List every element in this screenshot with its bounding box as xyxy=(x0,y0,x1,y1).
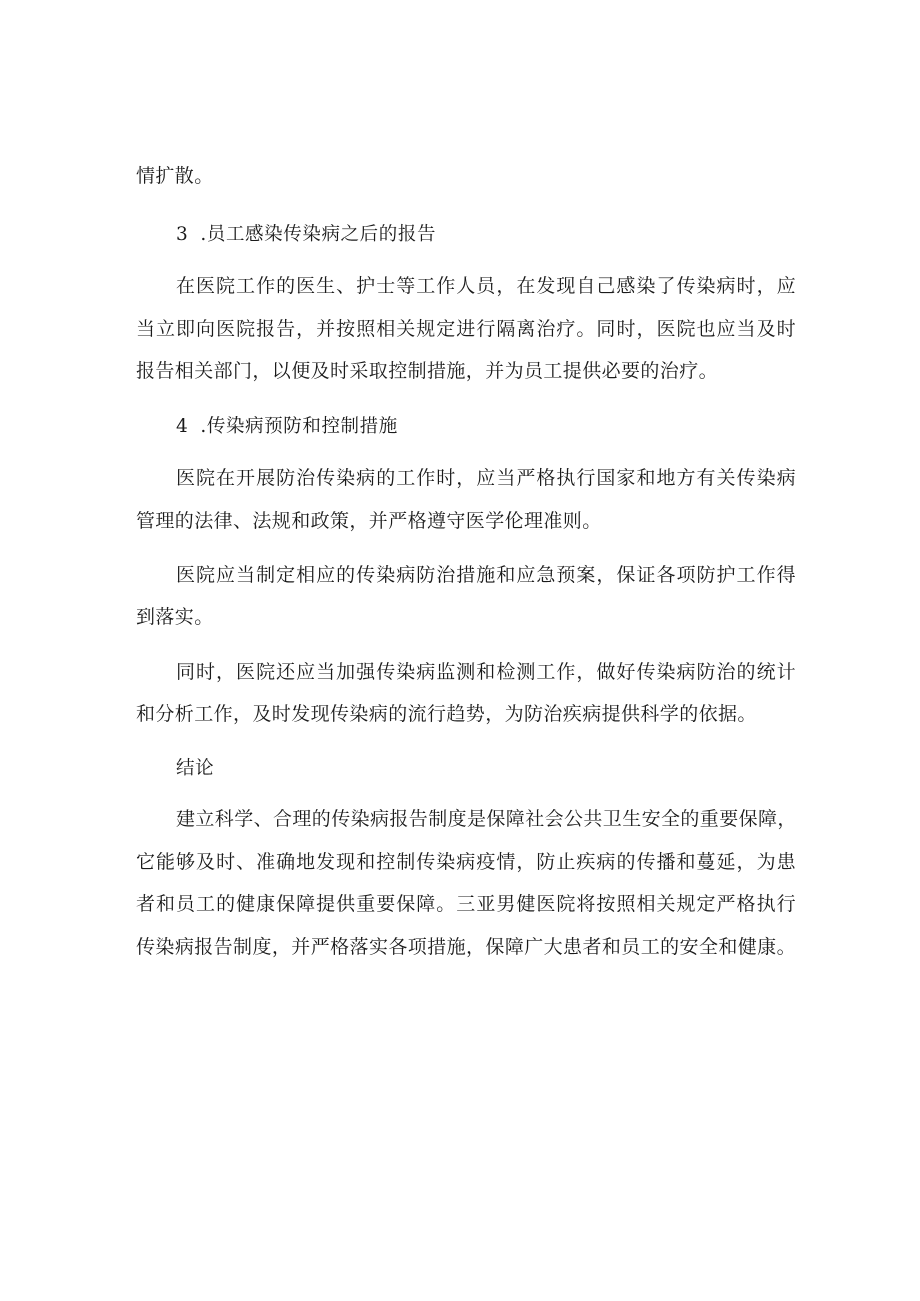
section-title: .员工感染传染病之后的报告 xyxy=(200,224,437,245)
paragraph-continuation: 情扩散。 xyxy=(136,165,214,187)
paragraph-line: 它能够及时、准确地发现和控制传染病疫情，防止疾病的传播和蔓延，为患 xyxy=(136,851,796,873)
paragraph-line: 同时，医院还应当加强传染病监测和检测工作，做好传染病防治的统计 xyxy=(176,661,796,683)
paragraph-line: 传染病报告制度，并严格落实各项措施，保障广大患者和员工的安全和健康。 xyxy=(136,936,796,958)
section-heading-4 xyxy=(176,414,836,440)
section-number: 4 xyxy=(176,416,189,437)
paragraph-line: 建立科学、合理的传染病报告制度是保障社会公共卫生安全的重要保障， xyxy=(176,808,797,830)
paragraph-line: 管理的法律、法规和政策，并严格遵守医学伦理准则。 xyxy=(136,510,602,532)
section-number: 3 xyxy=(176,224,189,245)
paragraph-line: 在医院工作的医生、护士等工作人员，在发现自己感染了传染病时，应 xyxy=(176,275,796,297)
paragraph-line: 医院应当制定相应的传染病防治措施和应急预案，保证各项防护工作得 xyxy=(176,564,796,586)
paragraph-line: 和分析工作，及时发现传染病的流行趋势，为防治疾病提供科学的依据。 xyxy=(136,703,757,725)
paragraph-line: 报告相关部门，以便及时采取控制措施，并为员工提供必要的治疗。 xyxy=(136,360,719,382)
paragraph-line: 到落实。 xyxy=(136,606,214,628)
paragraph-line: 当立即向医院报告，并按照相关规定进行隔离治疗。同时，医院也应当及时 xyxy=(136,318,796,340)
conclusion-heading: 结论 xyxy=(176,758,215,779)
section-title: .传染病预防和控制措施 xyxy=(200,416,398,437)
section-heading-3 xyxy=(176,222,836,248)
paragraph-line: 医院在开展防治传染病的工作时，应当严格执行国家和地方有关传染病 xyxy=(176,467,796,489)
paragraph-line: 者和员工的健康保障提供重要保障。三亚男健医院将按照相关规定严格执行 xyxy=(136,893,796,915)
